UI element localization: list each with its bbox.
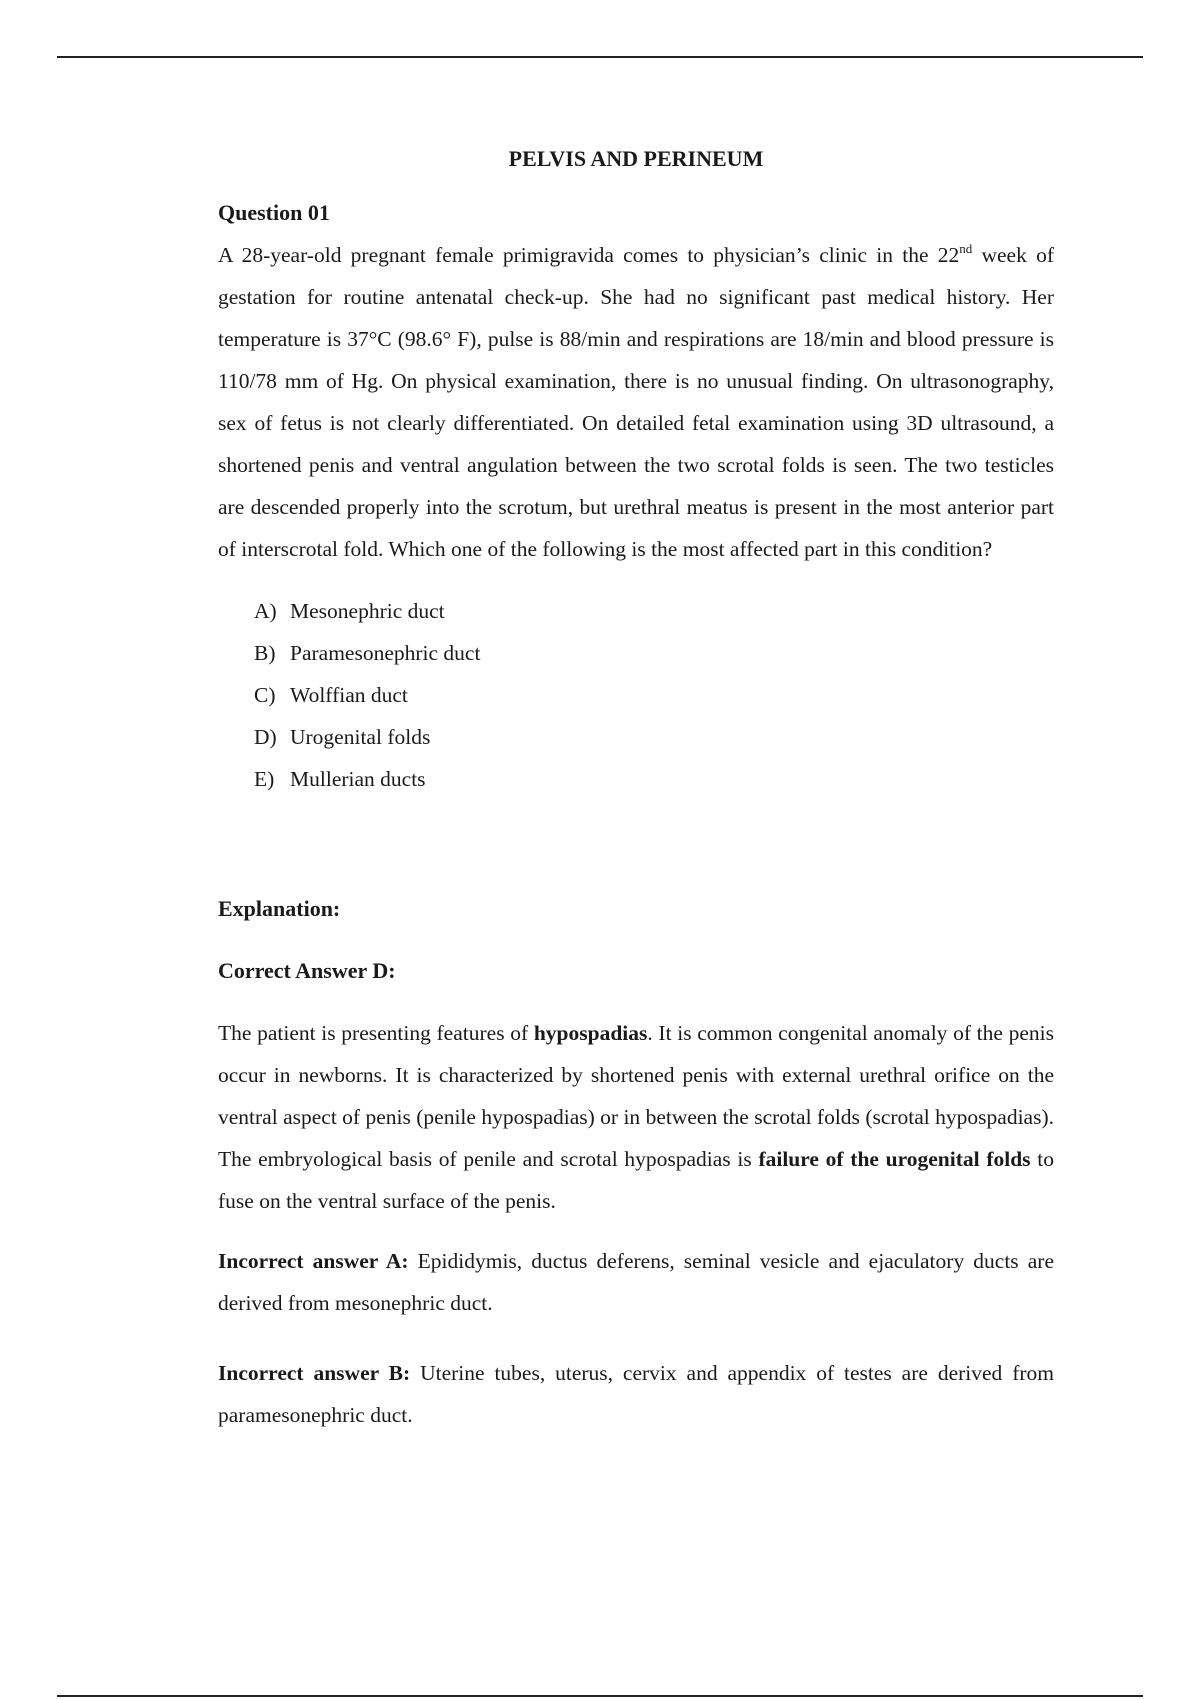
option-text: Urogenital folds — [290, 725, 431, 749]
incorrect-a-text: Epididymis, ductus deferens, seminal vesicle and ejaculatory ducts are derived from mesonephric duct. — [218, 1249, 1055, 1315]
incorrect-b-text: Uterine tubes, uterus, cervix and appendix of testes are derived from paramesonephric duct. — [218, 1361, 1054, 1427]
option-text: Paramesonephric duct — [290, 641, 481, 665]
incorrect-answer-b — [218, 1352, 1054, 1436]
option-a — [254, 590, 1054, 632]
answer-options — [218, 590, 1054, 800]
explanation-heading: Explanation: — [218, 896, 341, 921]
explanation-paragraph — [218, 1012, 1054, 1222]
explanation-text-3: to fuse on the ventral surface of the penis. — [218, 1147, 1054, 1213]
question-stem — [218, 234, 1054, 570]
question-stem-part2: week of gestation for routine antenatal check-up. She had no significant past medical history. Her temperature is 37°C (98.6° F), pulse is 88/min and respirations are 18/min and blood pressure is 110/78 mm of Hg. On physical examination, there is no unusual finding. On ultrasonography, sex of fetus is not clearly differentiated. On detailed fetal examination using 3D ultrasound, a shortened penis and ventral angulation between the two scrotal folds is seen. The two testicles are descended properly into the scrotum, but urethral meatus is present in the most anterior part of interscrotal fold. Which one of the following is the most affected part in this condition? — [218, 243, 1054, 561]
explanation-bold-term: hypospadias — [533, 1021, 648, 1045]
header-rule — [57, 56, 1143, 58]
option-text: Wolffian duct — [290, 683, 408, 707]
incorrect-a-label: Incorrect answer A: — [218, 1249, 409, 1273]
page-content — [218, 144, 1054, 1436]
option-d — [254, 716, 1054, 758]
incorrect-b-label: Incorrect answer B: — [218, 1361, 411, 1385]
explanation-text-1: The patient is presenting features of — [218, 1021, 534, 1045]
correct-answer-heading: Correct Answer D: — [218, 958, 396, 983]
page-title: PELVIS AND PERINEUM — [508, 146, 764, 171]
option-c — [254, 674, 1054, 716]
option-letter: C) — [254, 683, 276, 707]
option-letter: B) — [254, 641, 276, 665]
option-text: Mullerian ducts — [290, 767, 426, 791]
option-e — [254, 758, 1054, 800]
footer-rule — [57, 1695, 1143, 1697]
option-letter: E) — [254, 767, 275, 791]
explanation-text-2: . It is common congenital anomaly of the penis occur in newborns. It is characterized by shortened penis with external urethral orifice on the ventral aspect of penis (penile hypospadias) or in between the scrotal folds (scrotal hypospadias). The embryological basis of penile and scrotal hypospadias is — [218, 1021, 1054, 1171]
option-letter: D) — [254, 725, 277, 749]
option-b — [254, 632, 1054, 674]
ordinal-superscript: nd — [959, 241, 973, 256]
question-stem-part1: A 28-year-old pregnant female primigravida comes to physician’s clinic in the 22 — [218, 243, 960, 267]
option-text: Mesonephric duct — [290, 599, 445, 623]
incorrect-answer-a — [218, 1240, 1054, 1324]
explanation-bold-phrase: failure of the urogenital folds — [758, 1147, 1031, 1171]
option-letter: A) — [254, 599, 277, 623]
question-heading: Question 01 — [218, 200, 330, 225]
